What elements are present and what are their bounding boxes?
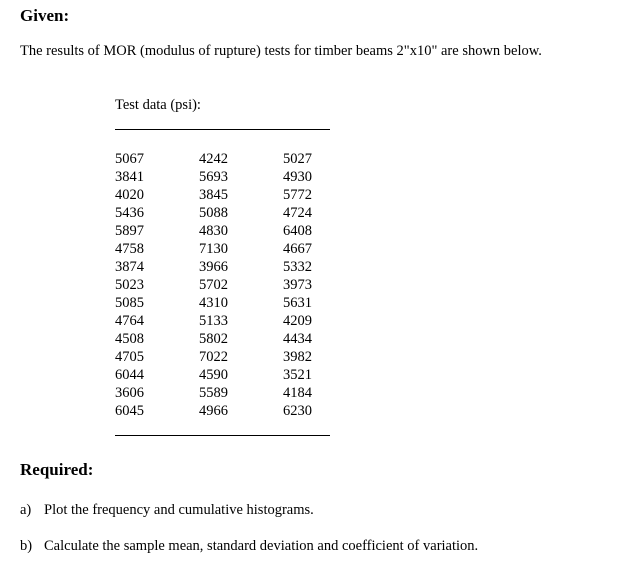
table-cell: 4966: [199, 403, 228, 419]
table-cell: 5693: [199, 169, 228, 185]
table-cell: 3606: [115, 385, 144, 401]
table-cell: 5589: [199, 385, 228, 401]
table-row: [115, 168, 330, 186]
table-top-rule: [115, 129, 330, 130]
table-cell: 5027: [283, 151, 312, 167]
table-cell: 7130: [199, 241, 228, 257]
table-cell: 4242: [199, 151, 228, 167]
table-cell: 3845: [199, 187, 228, 203]
table-cell: 3966: [199, 259, 228, 275]
table-cell: 4830: [199, 223, 228, 239]
required-item-b: [20, 537, 478, 555]
table-cell: 5802: [199, 331, 228, 347]
table-cell: 3521: [283, 367, 312, 383]
table-cell: 4184: [283, 385, 312, 401]
table-row: [115, 402, 330, 420]
table-row: [115, 366, 330, 384]
table-row: [115, 312, 330, 330]
table-cell: 4209: [283, 313, 312, 329]
table-cell: 4724: [283, 205, 312, 221]
table-cell: 3874: [115, 259, 144, 275]
required-item-marker: a): [20, 502, 32, 518]
table-cell: 5702: [199, 277, 228, 293]
table-row: [115, 384, 330, 402]
table-cell: 4020: [115, 187, 144, 203]
test-data-table: [115, 150, 330, 420]
table-cell: 7022: [199, 349, 228, 365]
table-row: [115, 204, 330, 222]
table-cell: 5067: [115, 151, 144, 167]
table-cell: 3841: [115, 169, 144, 185]
table-row: [115, 294, 330, 312]
table-row: [115, 186, 330, 204]
table-cell: 4758: [115, 241, 144, 257]
table-cell: 5332: [283, 259, 312, 275]
table-cell: 5085: [115, 295, 144, 311]
table-cell: 5023: [115, 277, 144, 293]
table-row: [115, 258, 330, 276]
table-cell: 6045: [115, 403, 144, 419]
table-cell: 4930: [283, 169, 312, 185]
table-bottom-rule: [115, 435, 330, 436]
table-cell: 4764: [115, 313, 144, 329]
table-cell: 5436: [115, 205, 144, 221]
table-cell: 4434: [283, 331, 312, 347]
test-data-label: Test data (psi):: [115, 97, 201, 113]
table-cell: 5772: [283, 187, 312, 203]
required-item-marker: b): [20, 538, 33, 554]
table-cell: 4590: [199, 367, 228, 383]
table-cell: 6408: [283, 223, 312, 239]
table-cell: 5133: [199, 313, 228, 329]
required-item-text: Calculate the sample mean, standard deviation and coefficient of variation.: [44, 538, 479, 554]
table-cell: 3973: [283, 277, 312, 293]
problem-statement: The results of MOR (modulus of rupture) tests for timber beams 2"x10" are shown below.: [20, 43, 542, 59]
given-heading: Given:: [20, 6, 70, 25]
table-cell: 5897: [115, 223, 144, 239]
table-row: [115, 348, 330, 366]
table-cell: 4508: [115, 331, 144, 347]
table-row: [115, 222, 330, 240]
table-cell: 4667: [283, 241, 312, 257]
table-row: [115, 240, 330, 258]
required-heading: Required:: [20, 460, 94, 479]
table-cell: 5631: [283, 295, 312, 311]
table-cell: 5088: [199, 205, 228, 221]
table-cell: 4705: [115, 349, 144, 365]
table-cell: 4310: [199, 295, 228, 311]
table-cell: 3982: [283, 349, 312, 365]
required-item-a: [20, 501, 314, 519]
table-row: [115, 276, 330, 294]
required-item-text: Plot the frequency and cumulative histograms.: [44, 502, 314, 518]
table-row: [115, 150, 330, 168]
table-row: [115, 330, 330, 348]
table-cell: 6044: [115, 367, 144, 383]
table-cell: 6230: [283, 403, 312, 419]
